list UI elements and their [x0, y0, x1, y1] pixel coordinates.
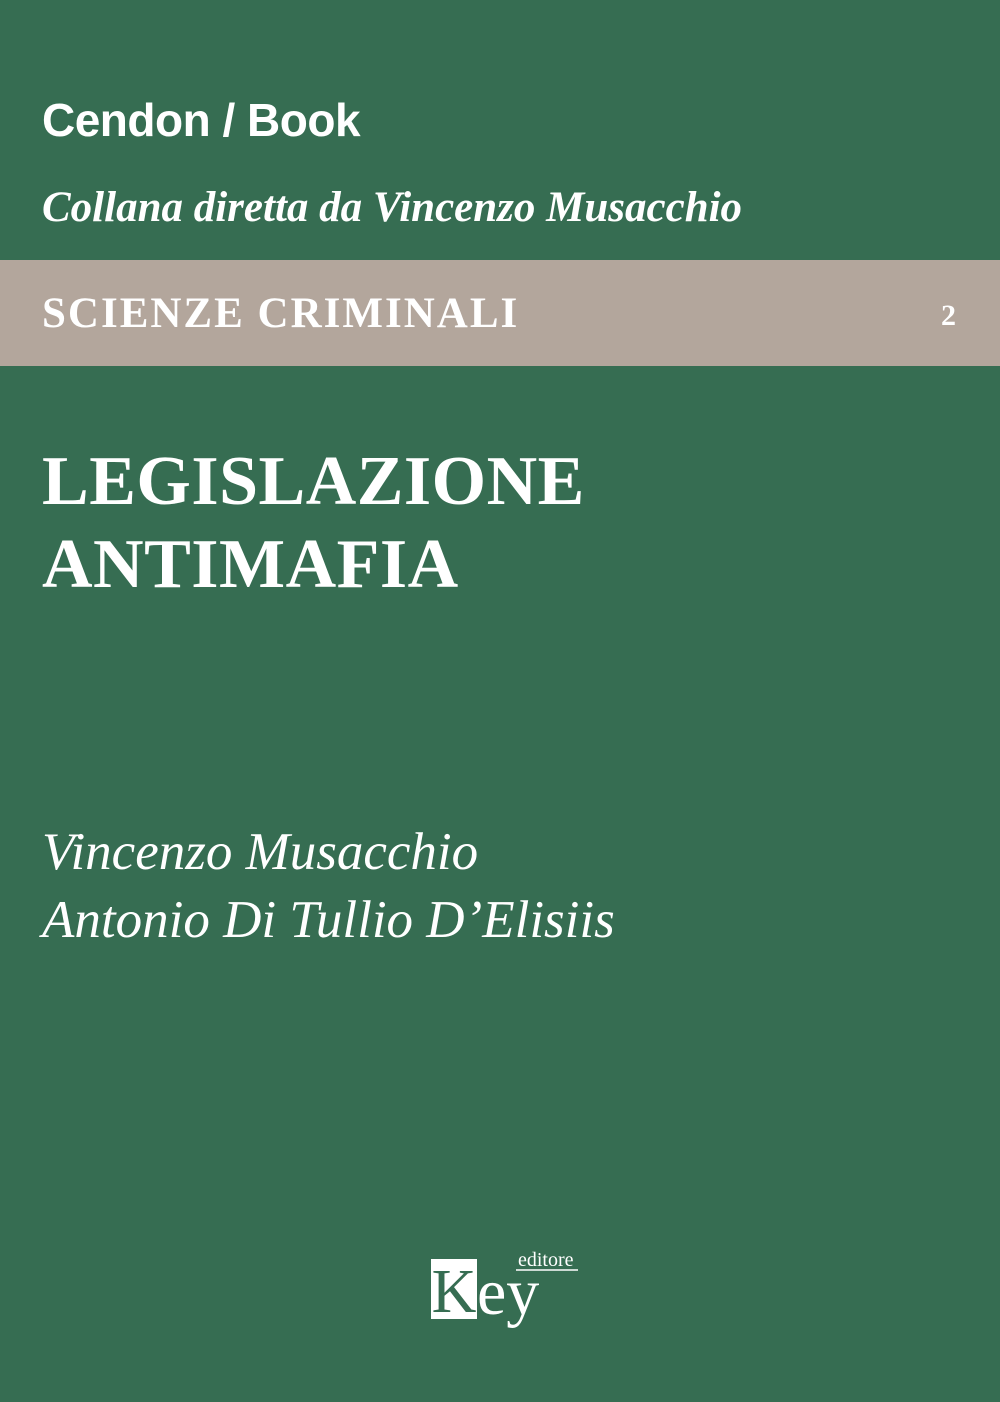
book-title-line: LEGISLAZIONE: [42, 443, 585, 520]
book-authors: [42, 818, 615, 954]
author-name: Antonio Di Tullio D’Elisiis: [42, 891, 615, 949]
publisher-logo: [430, 1248, 590, 1344]
book-title-line: ANTIMAFIA: [42, 526, 459, 603]
series-editor-line: Collana diretta da Vincenzo Musacchio: [42, 184, 743, 231]
series-band: [0, 260, 1000, 366]
logo-letter-k: K: [431, 1258, 477, 1326]
logo-letters-ey: ey: [477, 1256, 540, 1329]
author-name: Vincenzo Musacchio: [42, 823, 479, 881]
series-brand: Cendon / Book: [42, 94, 361, 146]
logo-caption: editore: [518, 1249, 574, 1271]
volume-number: 2: [941, 299, 956, 332]
book-title: [42, 440, 585, 606]
series-band-title: SCIENZE CRIMINALI: [42, 290, 520, 337]
